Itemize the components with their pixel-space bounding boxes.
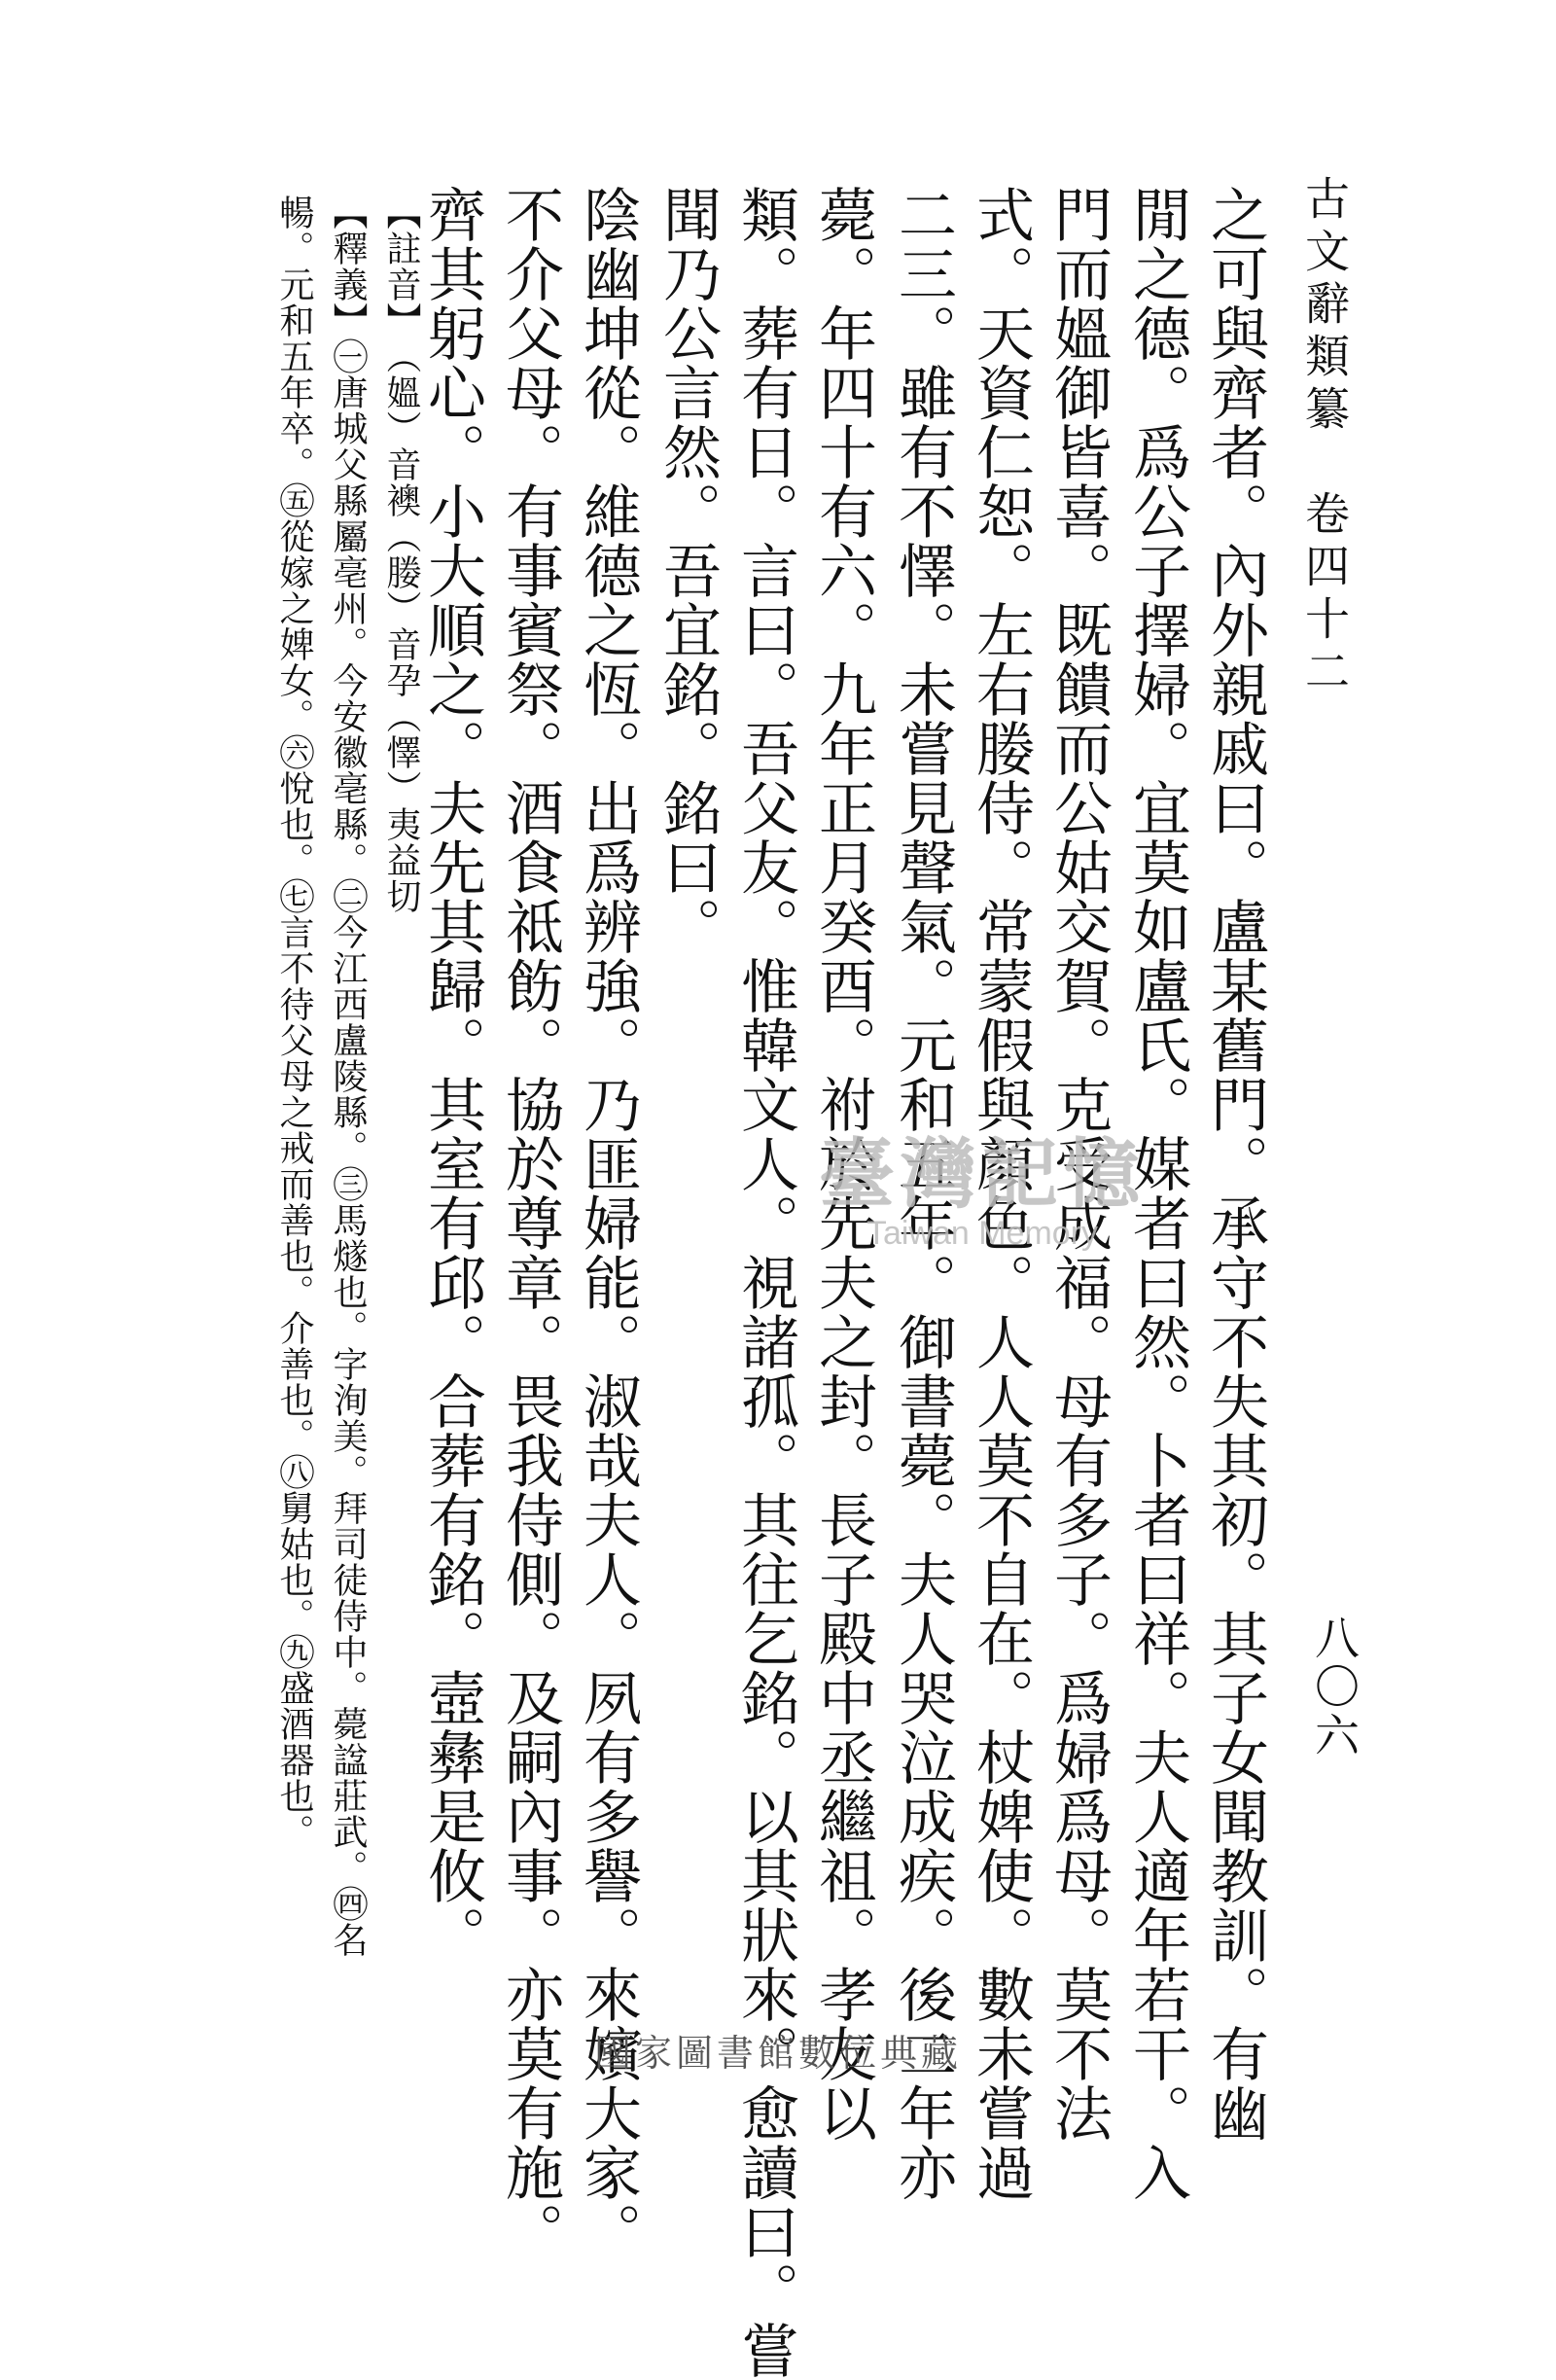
text-column-4: 式。天資仁恕。左右媵侍。常蒙假與顏色。人人莫不自在。杖婢使。數未嘗過 — [967, 185, 1035, 2202]
pronunciation-label: 【註音】 — [381, 195, 421, 338]
text-column-2: 閒之德。爲公子擇婦。宜莫如盧氏。媒者曰然。卜者曰祥。夫人適年若干。入 — [1123, 185, 1191, 2202]
text-column-8: 聞乃公言然。吾宜銘。銘曰。 — [654, 185, 722, 956]
page-number: 八〇六 — [1308, 1615, 1361, 1760]
explanation-text: ㊀唐城父縣屬亳州。今安徽亳縣。㊁今江西盧陵縣。㊂馬燧也。字洵美。拜司徒侍中。薨諡莊武。㊃名 — [328, 338, 368, 1958]
taiwan-memory-watermark — [749, 1114, 1216, 1253]
explanation-note — [328, 195, 368, 1958]
text-column-5: 二三。雖有不懌。未嘗見聲氣。元和五年。御書薨。夫人哭泣成疾。後二年亦 — [889, 185, 957, 2202]
text-column-6: 薨。年四十有六。九年正月癸酉。祔於先夫之封。長子殿中丞繼祖。孝友以 — [809, 185, 877, 2143]
explanation-note-continued: 暢。元和五年卒。㊄從嫁之婢女。㊅悅也。㊆言不待父母之戒而善也。介善也。㊇舅姑也。㊈盛酒器也。 — [274, 195, 314, 1850]
pronunciation-text: （媼）音襖（媵）音孕（懌）夷益切 — [381, 338, 421, 914]
watermark-main: 臺灣記憶 — [818, 1130, 1146, 1219]
text-column-9: 陰幽坤從。維德之恆。出爲辨強。乃匪婦能。淑哉夫人。夙有多譽。來嬪大家。 — [574, 185, 642, 2261]
pronunciation-note — [381, 195, 421, 914]
text-column-3: 門而媼御皆喜。既饋而公姑交賀。克受成福。母有多子。爲婦爲母。莫不法 — [1044, 185, 1113, 2143]
text-column-11: 齊其躬心。小大順之。夫先其歸。其室有邱。合葬有銘。壼彝是攸。 — [418, 185, 486, 1965]
explanation-label: 【釋義】 — [328, 195, 368, 338]
watermark-sub: Taiwan Memory — [866, 1215, 1099, 1252]
text-column-7: 類。葬有日。言曰。吾父友。惟韓文人。視諸孤。其往乞銘。以其狀來。愈讀曰。嘗 — [731, 185, 799, 2380]
library-footer: 國家圖書館數位典藏 — [593, 2032, 962, 2075]
text-column-1: 之可與齊者。內外親戚曰。盧某舊門。承守不失其初。其子女聞教訓。有幽 — [1201, 185, 1269, 2143]
text-column-10: 不介父母。有事賓祭。酒食祗飭。協於尊章。畏我侍側。及嗣內事。亦莫有施。 — [496, 185, 564, 2261]
running-title: 古文辭類纂 卷四十二 — [1298, 175, 1351, 700]
